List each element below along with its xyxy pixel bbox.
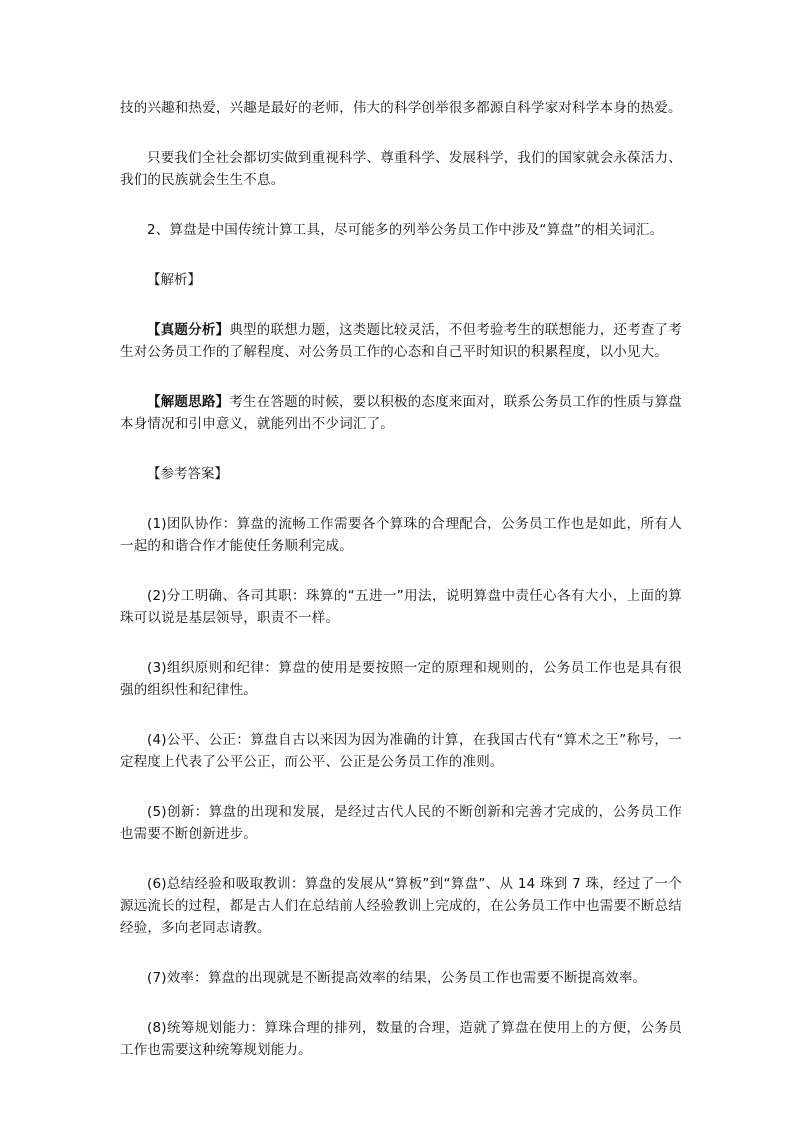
paragraph-interest: 技的兴趣和热爱，兴趣是最好的老师，伟大的科学创举很多都源自科学家对科学本身的热爱。 xyxy=(120,100,682,116)
answer-item: (6)总结经验和吸取教训：算盘的发展从“算板”到“算盘”、从 14 珠到 7 珠，经过了一个源远流长的过程，都是古人们在总结前人经验教训上完成的，在公务员工作中也需要不断总结经验，多向老同志请教。 xyxy=(120,876,682,936)
paragraph-society: 只要我们全社会都切实做到重视科学、尊重科学、发展科学，我们的国家就会永葆活力、我们的民族就会生生不息。 xyxy=(120,150,682,188)
paragraph-question-analysis xyxy=(120,319,682,363)
label-solution-approach: 【解题思路】 xyxy=(147,394,230,410)
answer-item: (3)组织原则和纪律：算盘的使用是要按照一定的原理和规则的，公务员工作也是具有很强的组织性和纪律性。 xyxy=(120,660,682,698)
text-question-analysis: 典型的联想力题，这类题比较灵活，不但考验考生的联想能力，还考查了考生对公务员工作的了解程度、对公务员工作的心态和自己平时知识的积累程度，以小见大。 xyxy=(120,322,682,360)
answer-item: (5)创新：算盘的出现和发展，是经过古代人民的不断创新和完善才完成的，公务员工作也需要不断创新进步。 xyxy=(120,804,682,842)
question-2: 2、算盘是中国传统计算工具，尽可能多的列举公务员工作中涉及“算盘”的相关词汇。 xyxy=(147,222,664,238)
heading-reference-answer: 【参考答案】 xyxy=(147,466,228,482)
answer-item: (7)效率：算盘的出现就是不断提高效率的结果，公务员工作也需要不断提高效率。 xyxy=(147,970,647,986)
label-question-analysis: 【真题分析】 xyxy=(147,322,230,338)
answer-item: (1)团队协作：算盘的流畅工作需要各个算珠的合理配合，公务员工作也是如此，所有人一起的和谐合作才能使任务顺利完成。 xyxy=(120,516,682,554)
document-page xyxy=(120,97,682,1089)
text-solution-approach: 考生在答题的时候，要以积极的态度来面对，联系公务员工作的性质与算盘本身情况和引申意义，就能列出不少词汇了。 xyxy=(120,394,682,432)
answer-item: (8)统筹规划能力：算珠合理的排列，数量的合理，造就了算盘在使用上的方便，公务员工作也需要这种统筹规划能力。 xyxy=(120,1020,682,1058)
answer-item: (2)分工明确、各司其职：珠算的“五进一”用法，说明算盘中责任心各有大小，上面的算珠可以说是基层领导，职责不一样。 xyxy=(120,588,682,626)
answer-item: (4)公平、公正：算盘自古以来因为因为准确的计算，在我国古代有“算术之王”称号，一定程度上代表了公平公正，而公平、公正是公务员工作的准则。 xyxy=(120,732,682,770)
heading-analysis: 【解析】 xyxy=(147,272,201,288)
paragraph-solution-approach xyxy=(120,391,682,435)
